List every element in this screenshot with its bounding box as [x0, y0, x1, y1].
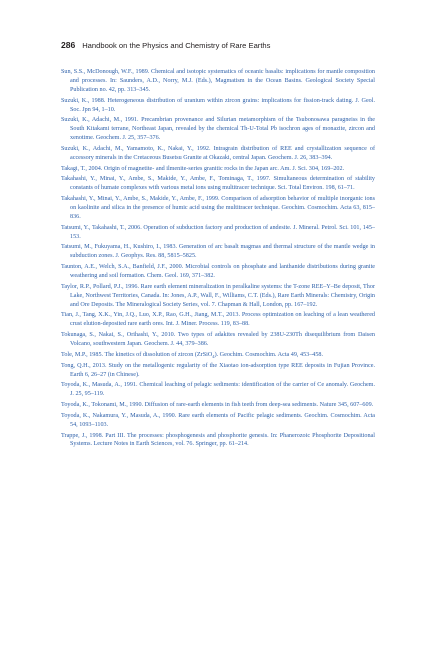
- subscript: 4: [212, 354, 215, 360]
- reference-entry[interactable]: Suzuki, K., Adachi, M., 1991. Precambrian provenance and Silurian metamorphism of the Tsubonosawa paragneiss in the South Kitakami terrane, Northeast Japan, revealed by the chemical Th-U-Total Pb isochron ages of monazite, zircon and xenotime. Geochem. J. 25, 357–376.: [61, 117, 375, 142]
- running-title: Handbook on the Physics and Chemistry of Rare Earths: [82, 41, 271, 50]
- reference-entry[interactable]: [61, 351, 375, 360]
- reference-entry[interactable]: Toyoda, K., Nakamura, Y., Masuda, A., 1990. Rare earth elements of Pacific pelagic sediments. Geochim. Cosmochim. Acta 54, 1093–1103.: [61, 412, 375, 428]
- page-number: 286: [61, 40, 76, 50]
- reference-text: Tole, M.P., 1985. The kinetics of dissolution of zircon (ZrSiO: [61, 351, 213, 358]
- reference-entry[interactable]: Taylor, R.P., Pollard, P.J., 1996. Rare earth element mineralization in peralkaline systems: the T-zone REE–Y–Be deposit, Thor Lake, Northwest Territories, Canada. In: Jones, A.P., Wall, F., Williams, C.T. (Eds.), Rare Earth Minerals: Chemistry, Origin and Ore Deposits. The Mineralogical Society Series, vol. 7. Chapman & Hall, London, pp. 167–192.: [61, 283, 375, 308]
- reference-entry[interactable]: Sun, S.S., McDonough, W.F., 1989. Chemical and isotopic systematics of oceanic basalts: implications for mantle composition and processes. In: Saunders, A.D., Norry, M.J. (Eds.), Magmatism in the Ocean Basins. Geological Society Special Publication no. 42, pp. 313–345.: [61, 69, 375, 93]
- reference-text: ). Geochim. Cosmochim. Acta 49, 453–458.: [214, 351, 324, 358]
- reference-entry[interactable]: Takahashi, Y., Minai, Y., Ambe, S., Makide, Y., Ambe, F., 1999. Comparison of adsorption behavior of multiple inorganic ions on kaolinite and silica in the presence of humic acid using the multitracer technique. Geochim. Cosmochim. Acta 63, 815–836.: [61, 196, 375, 220]
- reference-entry[interactable]: Tatsumi, M., Fukuyama, H., Kushiro, I., 1983. Generation of arc basalt magmas and thermal structure of the mantle wedge in subduction zones. J. Geophys. Res. 88, 5815–5825.: [61, 244, 375, 260]
- reference-entry[interactable]: Takagi, T., 2004. Origin of magnetite- and ilmenite-series granitic rocks in the Japan arc. Am. J. Sci. 304, 169–202.: [61, 165, 345, 172]
- reference-list: [61, 68, 375, 451]
- reference-entry[interactable]: Toyoda, K., Masuda, A., 1991. Chemical leaching of pelagic sediments: identification of the carrier of Ce anomaly. Geochem. J. 25, 95–119.: [61, 382, 375, 398]
- reference-entry[interactable]: Takahashi, Y., Minai, Y., Ambe, S., Makide, Y., Ambe, F., Tominaga, T., 1997. Simultaneous determination of stability constants of humate complexes with various metal ions using multitracer technique. Sci. Total Environ. 198, 61–71.: [61, 176, 375, 192]
- reference-entry[interactable]: Suzuki, K., Adachi, M., Yamamoto, K., Nakai, Y., 1992. Intragrain distribution of REE and crystallization sequence of accessory minerals in the Cretaceous Busetsu Granite at Okazaki, central Japan. Geochem. J. 26, 383–394.: [61, 145, 375, 161]
- reference-entry[interactable]: Tokunaga, S., Nakai, S., Orihashi, Y., 2010. Two types of adakites revealed by 238U-230Th disequilibrium from Daisen Volcano, southwestern Japan. Geochem. J. 44, 379–386.: [61, 332, 375, 348]
- reference-entry[interactable]: Suzuki, K., 1988. Heterogeneous distribution of uranium within zircon grains: implications for fission-track dating. J. Geol. Soc. Jpn 94, 1–10.: [61, 97, 375, 113]
- reference-entry[interactable]: Tong, Q.H., 2013. Study on the metallogenic regularity of the Xiaotao ion-adsorption type REE deposits in Fujian Province. Earth 6, 26–27 (in Chinese).: [61, 362, 375, 378]
- reference-entry[interactable]: Toyoda, K., Tokonami, M., 1990. Diffusion of rare-earth elements in fish teeth from deep-sea sediments. Nature 345, 607–609.: [61, 402, 374, 409]
- reference-entry[interactable]: Tian, J., Tang, X.K., Yin, J.Q., Luo, X.P., Rao, G.H., Jiang, M.T., 2013. Process optimization on leaching of a lean weathered crust elution-deposited rare earth ores. Int. J. Miner. Process. 119, 83–88.: [61, 312, 375, 328]
- page-header: [61, 40, 381, 54]
- reference-entry[interactable]: Trappe, J., 1998. Part III. The processes: phosphogenesis and phosphorite genesis. In: Phanerozoic Phosphorite Depositional Systems. Lecture Notes in Earth Sciences, vol. 76. Springer, pp. 61–214.: [61, 432, 375, 448]
- reference-entry[interactable]: Taunton, A.E., Welch, S.A., Banfield, J.F., 2000. Microbial controls on phosphate and lanthanide distributions during granite weathering and soil formation. Chem. Geol. 169, 371–382.: [61, 264, 375, 280]
- reference-entry[interactable]: Tatsumi, Y., Takahashi, T., 2006. Operation of subduction factory and production of andesite. J. Mineral. Petrol. Sci. 101, 145–153.: [61, 224, 375, 240]
